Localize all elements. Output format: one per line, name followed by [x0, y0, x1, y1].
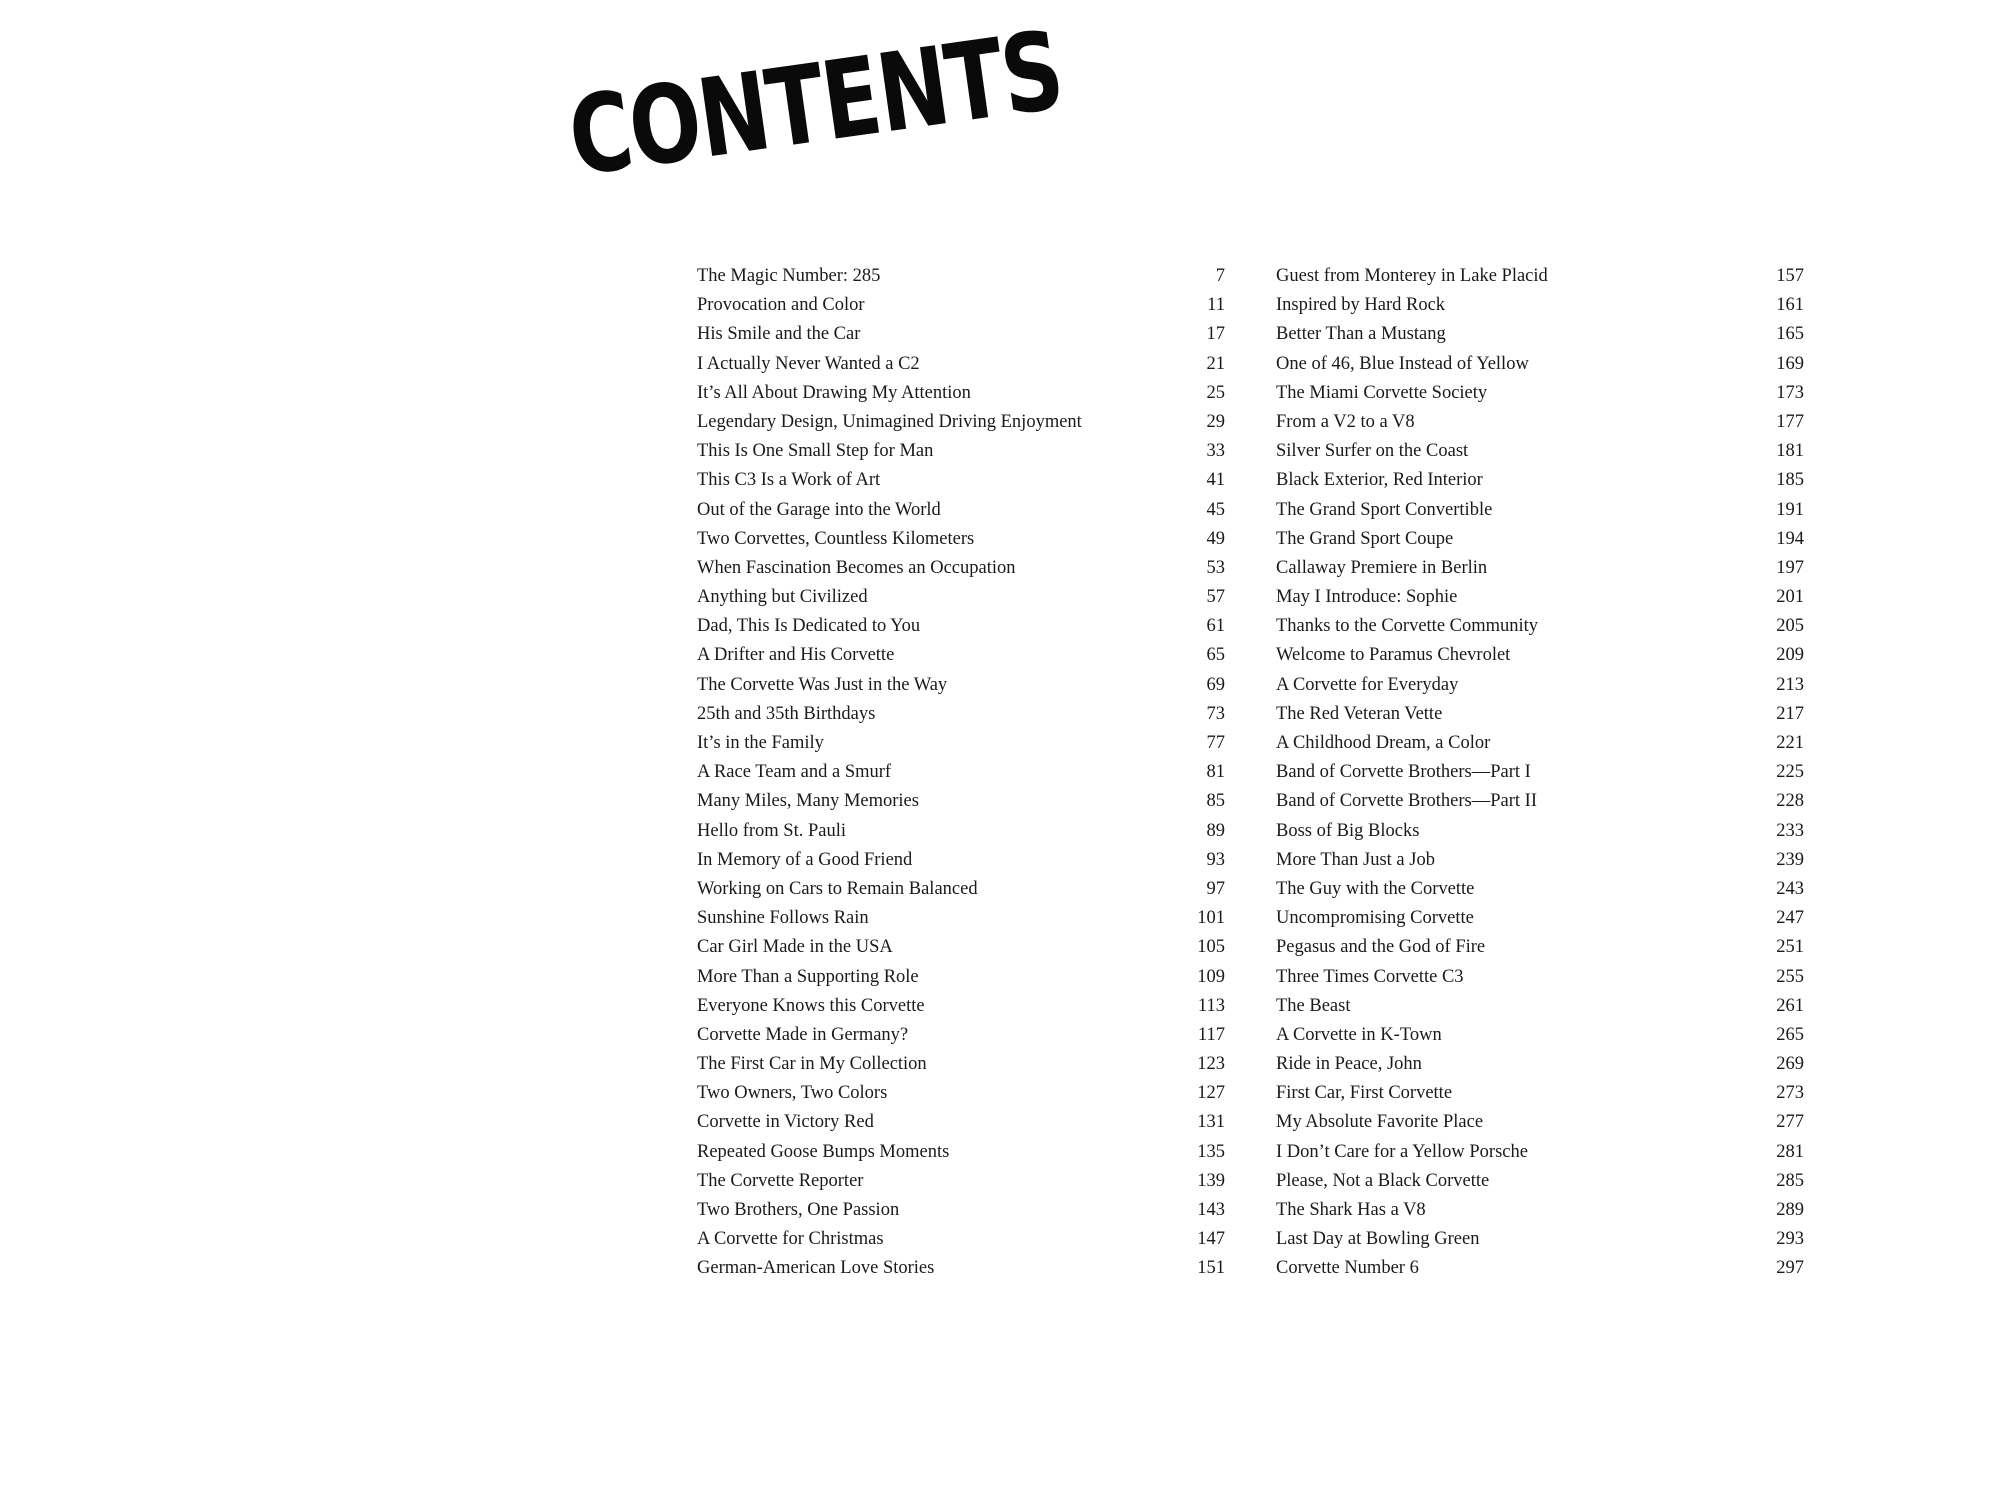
toc-entry-title: Three Times Corvette C3 — [1276, 966, 1464, 987]
toc-entry-title: Corvette Number 6 — [1276, 1258, 1419, 1279]
toc-entry-title: Better Than a Mustang — [1276, 324, 1446, 345]
toc-entry-title: Last Day at Bowling Green — [1276, 1229, 1480, 1250]
toc-entry-page-number: 213 — [1776, 674, 1804, 695]
toc-entry-title: I Actually Never Wanted a C2 — [697, 353, 920, 374]
toc-entry — [697, 671, 1225, 700]
toc-entry-page-number: 221 — [1776, 733, 1804, 753]
toc-entry-title: A Drifter and His Corvette — [697, 645, 895, 666]
toc-entry-page-number: 173 — [1776, 382, 1804, 403]
toc-entry — [697, 320, 1225, 349]
toc-entry — [697, 904, 1225, 933]
toc-entry-page-number: 127 — [1197, 1083, 1225, 1104]
toc-entry — [697, 875, 1225, 904]
toc-entry-title: Thanks to the Corvette Community — [1276, 616, 1539, 637]
toc-entry-page-number: 17 — [1206, 324, 1225, 345]
toc-entry-page-number: 161 — [1776, 295, 1804, 316]
toc-entry-page-number: 205 — [1776, 616, 1804, 637]
toc-entry — [1276, 350, 1804, 379]
toc-entry — [1276, 758, 1804, 787]
toc-entry-title: The Red Veteran Vette — [1276, 703, 1443, 724]
toc-entry — [697, 933, 1225, 962]
toc-entry-title: The Shark Has a V8 — [1276, 1200, 1426, 1220]
toc-entry — [1276, 1021, 1804, 1050]
toc-entry — [1276, 846, 1804, 875]
toc-entry-title: Two Owners, Two Colors — [697, 1083, 888, 1104]
toc-entry-page-number: 277 — [1776, 1112, 1804, 1133]
toc-entry-title: Corvette in Victory Red — [697, 1112, 874, 1133]
toc-entry — [697, 700, 1225, 729]
toc-entry — [1276, 671, 1804, 700]
toc-entry — [1276, 641, 1804, 670]
toc-entry — [1276, 1196, 1804, 1225]
toc-entry-page-number: 33 — [1206, 441, 1225, 462]
toc-entry — [1276, 525, 1804, 554]
toc-entry-page-number: 255 — [1776, 966, 1804, 987]
toc-entry-title: Guest from Monterey in Lake Placid — [1276, 266, 1548, 286]
toc-entry — [697, 1167, 1225, 1196]
toc-entry-title: A Corvette for Christmas — [697, 1229, 884, 1250]
toc-entry — [1276, 963, 1804, 992]
toc-entry-page-number: 151 — [1197, 1258, 1225, 1279]
toc-entry-title: More Than Just a Job — [1276, 849, 1435, 870]
toc-entry — [1276, 583, 1804, 612]
toc-entry-title: The Magic Number: 285 — [697, 266, 881, 286]
toc-entry — [1276, 466, 1804, 495]
toc-entry — [697, 787, 1225, 816]
toc-entry-title: My Absolute Favorite Place — [1276, 1112, 1484, 1133]
toc-entry-page-number: 61 — [1206, 616, 1225, 637]
toc-entry-title: Working on Cars to Remain Balanced — [697, 878, 978, 899]
toc-entry-page-number: 157 — [1776, 266, 1804, 286]
toc-entry-title: Black Exterior, Red Interior — [1276, 470, 1483, 491]
toc-entry — [1276, 817, 1804, 846]
toc-entry — [1276, 1138, 1804, 1167]
toc-entry — [1276, 1108, 1804, 1137]
toc-entry — [1276, 1079, 1804, 1108]
toc-entry — [697, 583, 1225, 612]
toc-entry — [697, 992, 1225, 1021]
toc-entry — [1276, 1167, 1804, 1196]
toc-entry — [1276, 729, 1804, 758]
toc-entry — [697, 466, 1225, 495]
toc-entry — [697, 379, 1225, 408]
toc-entry-title: The Miami Corvette Society — [1276, 382, 1488, 403]
toc-entry-title: Sunshine Follows Rain — [697, 908, 869, 929]
toc-entry-page-number: 269 — [1776, 1054, 1804, 1075]
toc-entry-page-number: 169 — [1776, 353, 1804, 374]
toc-entry — [1276, 262, 1804, 291]
toc-entry-page-number: 197 — [1776, 557, 1804, 578]
toc-entry — [1276, 1254, 1804, 1283]
toc-entry — [1276, 992, 1804, 1021]
toc-entry-title: A Corvette for Everyday — [1276, 674, 1459, 695]
toc-entry — [697, 1225, 1225, 1254]
toc-entry-title: First Car, First Corvette — [1276, 1083, 1453, 1104]
toc-entry-page-number: 247 — [1776, 908, 1804, 929]
toc-entry-title: From a V2 to a V8 — [1276, 411, 1415, 432]
toc-entry-page-number: 29 — [1206, 411, 1225, 432]
toc-entry — [697, 1254, 1225, 1283]
toc-entry-title: The First Car in My Collection — [697, 1054, 927, 1075]
toc-entry-title: A Race Team and a Smurf — [697, 762, 892, 783]
toc-entry — [697, 496, 1225, 525]
toc-entry — [697, 963, 1225, 992]
toc-entry-page-number: 105 — [1197, 937, 1225, 958]
toc-entry-title: When Fascination Becomes an Occupation — [697, 557, 1016, 578]
toc-entry-title: Provocation and Color — [697, 295, 865, 316]
toc-entry-page-number: 265 — [1776, 1024, 1804, 1045]
toc-entry — [697, 1196, 1225, 1225]
toc-entry — [1276, 437, 1804, 466]
toc-entry-title: Car Girl Made in the USA — [697, 937, 893, 958]
toc-entry — [1276, 933, 1804, 962]
toc-entry-page-number: 135 — [1197, 1141, 1225, 1162]
toc-entry-page-number: 57 — [1206, 587, 1225, 608]
toc-entry — [697, 817, 1225, 846]
toc-entry — [697, 641, 1225, 670]
toc-entry-page-number: 177 — [1776, 411, 1804, 432]
toc-entry-title: It’s All About Drawing My Attention — [697, 382, 971, 403]
toc-entry-title: May I Introduce: Sophie — [1276, 587, 1458, 608]
toc-entry-title: Welcome to Paramus Chevrolet — [1276, 645, 1511, 666]
toc-entry — [1276, 408, 1804, 437]
toc-entry — [697, 350, 1225, 379]
toc-entry-page-number: 285 — [1776, 1170, 1804, 1191]
toc-entry — [1276, 379, 1804, 408]
toc-entry — [1276, 1050, 1804, 1079]
toc-entry-page-number: 113 — [1197, 995, 1225, 1016]
toc-entry-title: Uncompromising Corvette — [1276, 908, 1474, 929]
toc-entry-page-number: 297 — [1776, 1258, 1804, 1279]
toc-entry-title: Silver Surfer on the Coast — [1276, 441, 1469, 462]
toc-entry-page-number: 77 — [1206, 733, 1225, 753]
toc-entry-page-number: 11 — [1207, 295, 1225, 316]
toc-entry-title: Dad, This Is Dedicated to You — [697, 616, 921, 637]
toc-entry-title: Pegasus and the God of Fire — [1276, 937, 1486, 958]
toc-entry-title: Inspired by Hard Rock — [1276, 295, 1446, 316]
toc-entry-title: Please, Not a Black Corvette — [1276, 1170, 1490, 1191]
toc-entry-page-number: 273 — [1776, 1083, 1804, 1104]
toc-entry — [697, 729, 1225, 758]
toc-entry-title: Two Brothers, One Passion — [697, 1200, 900, 1220]
toc-entry-page-number: 194 — [1776, 528, 1804, 549]
toc-entry-page-number: 101 — [1197, 908, 1225, 929]
toc-entry-page-number: 89 — [1206, 820, 1225, 841]
toc-entry — [1276, 875, 1804, 904]
toc-entry-title: Band of Corvette Brothers—Part II — [1276, 791, 1537, 812]
toc-entry-page-number: 147 — [1197, 1229, 1225, 1250]
toc-entry-page-number: 49 — [1206, 528, 1225, 549]
toc-entry-title: Many Miles, Many Memories — [697, 791, 919, 812]
toc-entry — [697, 846, 1225, 875]
toc-entry-page-number: 139 — [1197, 1170, 1225, 1191]
toc-entry-title: Legendary Design, Unimagined Driving Enjoyment — [697, 411, 1082, 432]
toc-entry-title: This C3 Is a Work of Art — [697, 470, 881, 491]
toc-entry-page-number: 73 — [1206, 703, 1225, 724]
toc-entry — [1276, 700, 1804, 729]
toc-entry-page-number: 41 — [1206, 470, 1225, 491]
toc-entry-title: Anything but Civilized — [697, 587, 868, 608]
toc-entry-title: Everyone Knows this Corvette — [697, 995, 925, 1016]
toc-entry-page-number: 251 — [1776, 937, 1804, 958]
toc-entry-page-number: 185 — [1776, 470, 1804, 491]
toc-entry-title: It’s in the Family — [697, 733, 824, 753]
toc-entry-page-number: 181 — [1776, 441, 1804, 462]
toc-entry-title: The Corvette Reporter — [697, 1170, 864, 1191]
toc-entry — [1276, 612, 1804, 641]
toc-entry-title: More Than a Supporting Role — [697, 966, 919, 987]
toc-entry — [697, 554, 1225, 583]
toc-column-left — [697, 262, 1225, 1284]
toc-entry-title: 25th and 35th Birthdays — [697, 703, 876, 724]
toc-entry-title: Hello from St. Pauli — [697, 820, 847, 841]
toc-entry-title: A Corvette in K-Town — [1276, 1024, 1442, 1045]
toc-entry-page-number: 233 — [1776, 820, 1804, 841]
toc-entry-title: A Childhood Dream, a Color — [1276, 733, 1491, 753]
toc-entry-title: Repeated Goose Bumps Moments — [697, 1141, 950, 1162]
toc-column-right — [1276, 262, 1804, 1284]
toc-entry-page-number: 69 — [1206, 674, 1225, 695]
toc-entry-title: The Grand Sport Convertible — [1276, 499, 1493, 520]
toc-entry-page-number: 261 — [1776, 995, 1804, 1016]
toc-entry-page-number: 81 — [1206, 762, 1225, 783]
toc-entry-page-number: 228 — [1776, 791, 1804, 812]
toc-entry-title: The Grand Sport Coupe — [1276, 528, 1454, 549]
toc-entry-title: Two Corvettes, Countless Kilometers — [697, 528, 975, 549]
toc-entry-page-number: 21 — [1206, 353, 1225, 374]
toc-entry-page-number: 117 — [1197, 1024, 1225, 1045]
toc-entry — [1276, 554, 1804, 583]
toc-entry-page-number: 281 — [1776, 1141, 1804, 1162]
toc-entry — [697, 612, 1225, 641]
toc-entry — [697, 1079, 1225, 1108]
toc-entry-page-number: 293 — [1776, 1229, 1804, 1250]
toc-entry-title: Band of Corvette Brothers—Part I — [1276, 762, 1531, 783]
toc-entry — [1276, 787, 1804, 816]
toc-entry — [1276, 1225, 1804, 1254]
toc-entry-page-number: 165 — [1776, 324, 1804, 345]
toc-entry-page-number: 109 — [1197, 966, 1225, 987]
toc-entry-page-number: 143 — [1197, 1200, 1225, 1220]
toc-entry-page-number: 201 — [1776, 587, 1804, 608]
toc-entry-title: I Don’t Care for a Yellow Porsche — [1276, 1141, 1528, 1162]
toc-entry-title: Corvette Made in Germany? — [697, 1024, 909, 1045]
toc-entry-title: Callaway Premiere in Berlin — [1276, 557, 1488, 578]
toc-entry-title: German-American Love Stories — [697, 1258, 935, 1279]
toc-entry-page-number: 131 — [1197, 1112, 1225, 1133]
toc-entry-title: His Smile and the Car — [697, 324, 861, 345]
toc-entry-page-number: 123 — [1197, 1054, 1225, 1075]
toc-entry-page-number: 97 — [1206, 878, 1225, 899]
toc-entry — [697, 1050, 1225, 1079]
toc-entry-page-number: 209 — [1776, 645, 1804, 666]
toc-entry-page-number: 243 — [1776, 878, 1804, 899]
toc-entry — [697, 1021, 1225, 1050]
toc-entry — [697, 1108, 1225, 1137]
toc-entry-page-number: 239 — [1776, 849, 1804, 870]
toc-entry — [697, 262, 1225, 291]
toc-entry — [697, 408, 1225, 437]
toc-entry-page-number: 45 — [1206, 499, 1225, 520]
toc-entry — [1276, 496, 1804, 525]
toc-entry-page-number: 191 — [1776, 499, 1804, 520]
toc-entry — [697, 1138, 1225, 1167]
toc-entry — [1276, 904, 1804, 933]
toc-entry — [1276, 291, 1804, 320]
toc-entry-page-number: 217 — [1776, 703, 1804, 724]
toc-entry-page-number: 85 — [1206, 791, 1225, 812]
toc-entry — [697, 437, 1225, 466]
toc-entry-page-number: 53 — [1206, 557, 1225, 578]
toc-entry — [697, 291, 1225, 320]
toc-entry-page-number: 65 — [1206, 645, 1225, 666]
toc-entry-page-number: 7 — [1215, 266, 1225, 286]
toc-entry-title: Ride in Peace, John — [1276, 1054, 1422, 1075]
toc-entry-page-number: 289 — [1776, 1200, 1804, 1220]
toc-entry-title: The Corvette Was Just in the Way — [697, 674, 948, 695]
toc-entry-title: Out of the Garage into the World — [697, 499, 941, 520]
toc-entry — [697, 758, 1225, 787]
toc-entry — [1276, 320, 1804, 349]
page-title: CONTENTS — [561, 8, 1070, 201]
toc-entry-page-number: 225 — [1776, 762, 1804, 783]
toc-entry-title: The Beast — [1276, 995, 1351, 1016]
toc-entry-title: The Guy with the Corvette — [1276, 878, 1475, 899]
toc-entry-title: This Is One Small Step for Man — [697, 441, 934, 462]
toc-entry-title: Boss of Big Blocks — [1276, 820, 1420, 841]
toc-entry-page-number: 93 — [1206, 849, 1225, 870]
toc-entry — [697, 525, 1225, 554]
toc-entry-page-number: 25 — [1206, 382, 1225, 403]
toc-entry-title: One of 46, Blue Instead of Yellow — [1276, 353, 1529, 374]
toc-entry-title: In Memory of a Good Friend — [697, 849, 913, 870]
